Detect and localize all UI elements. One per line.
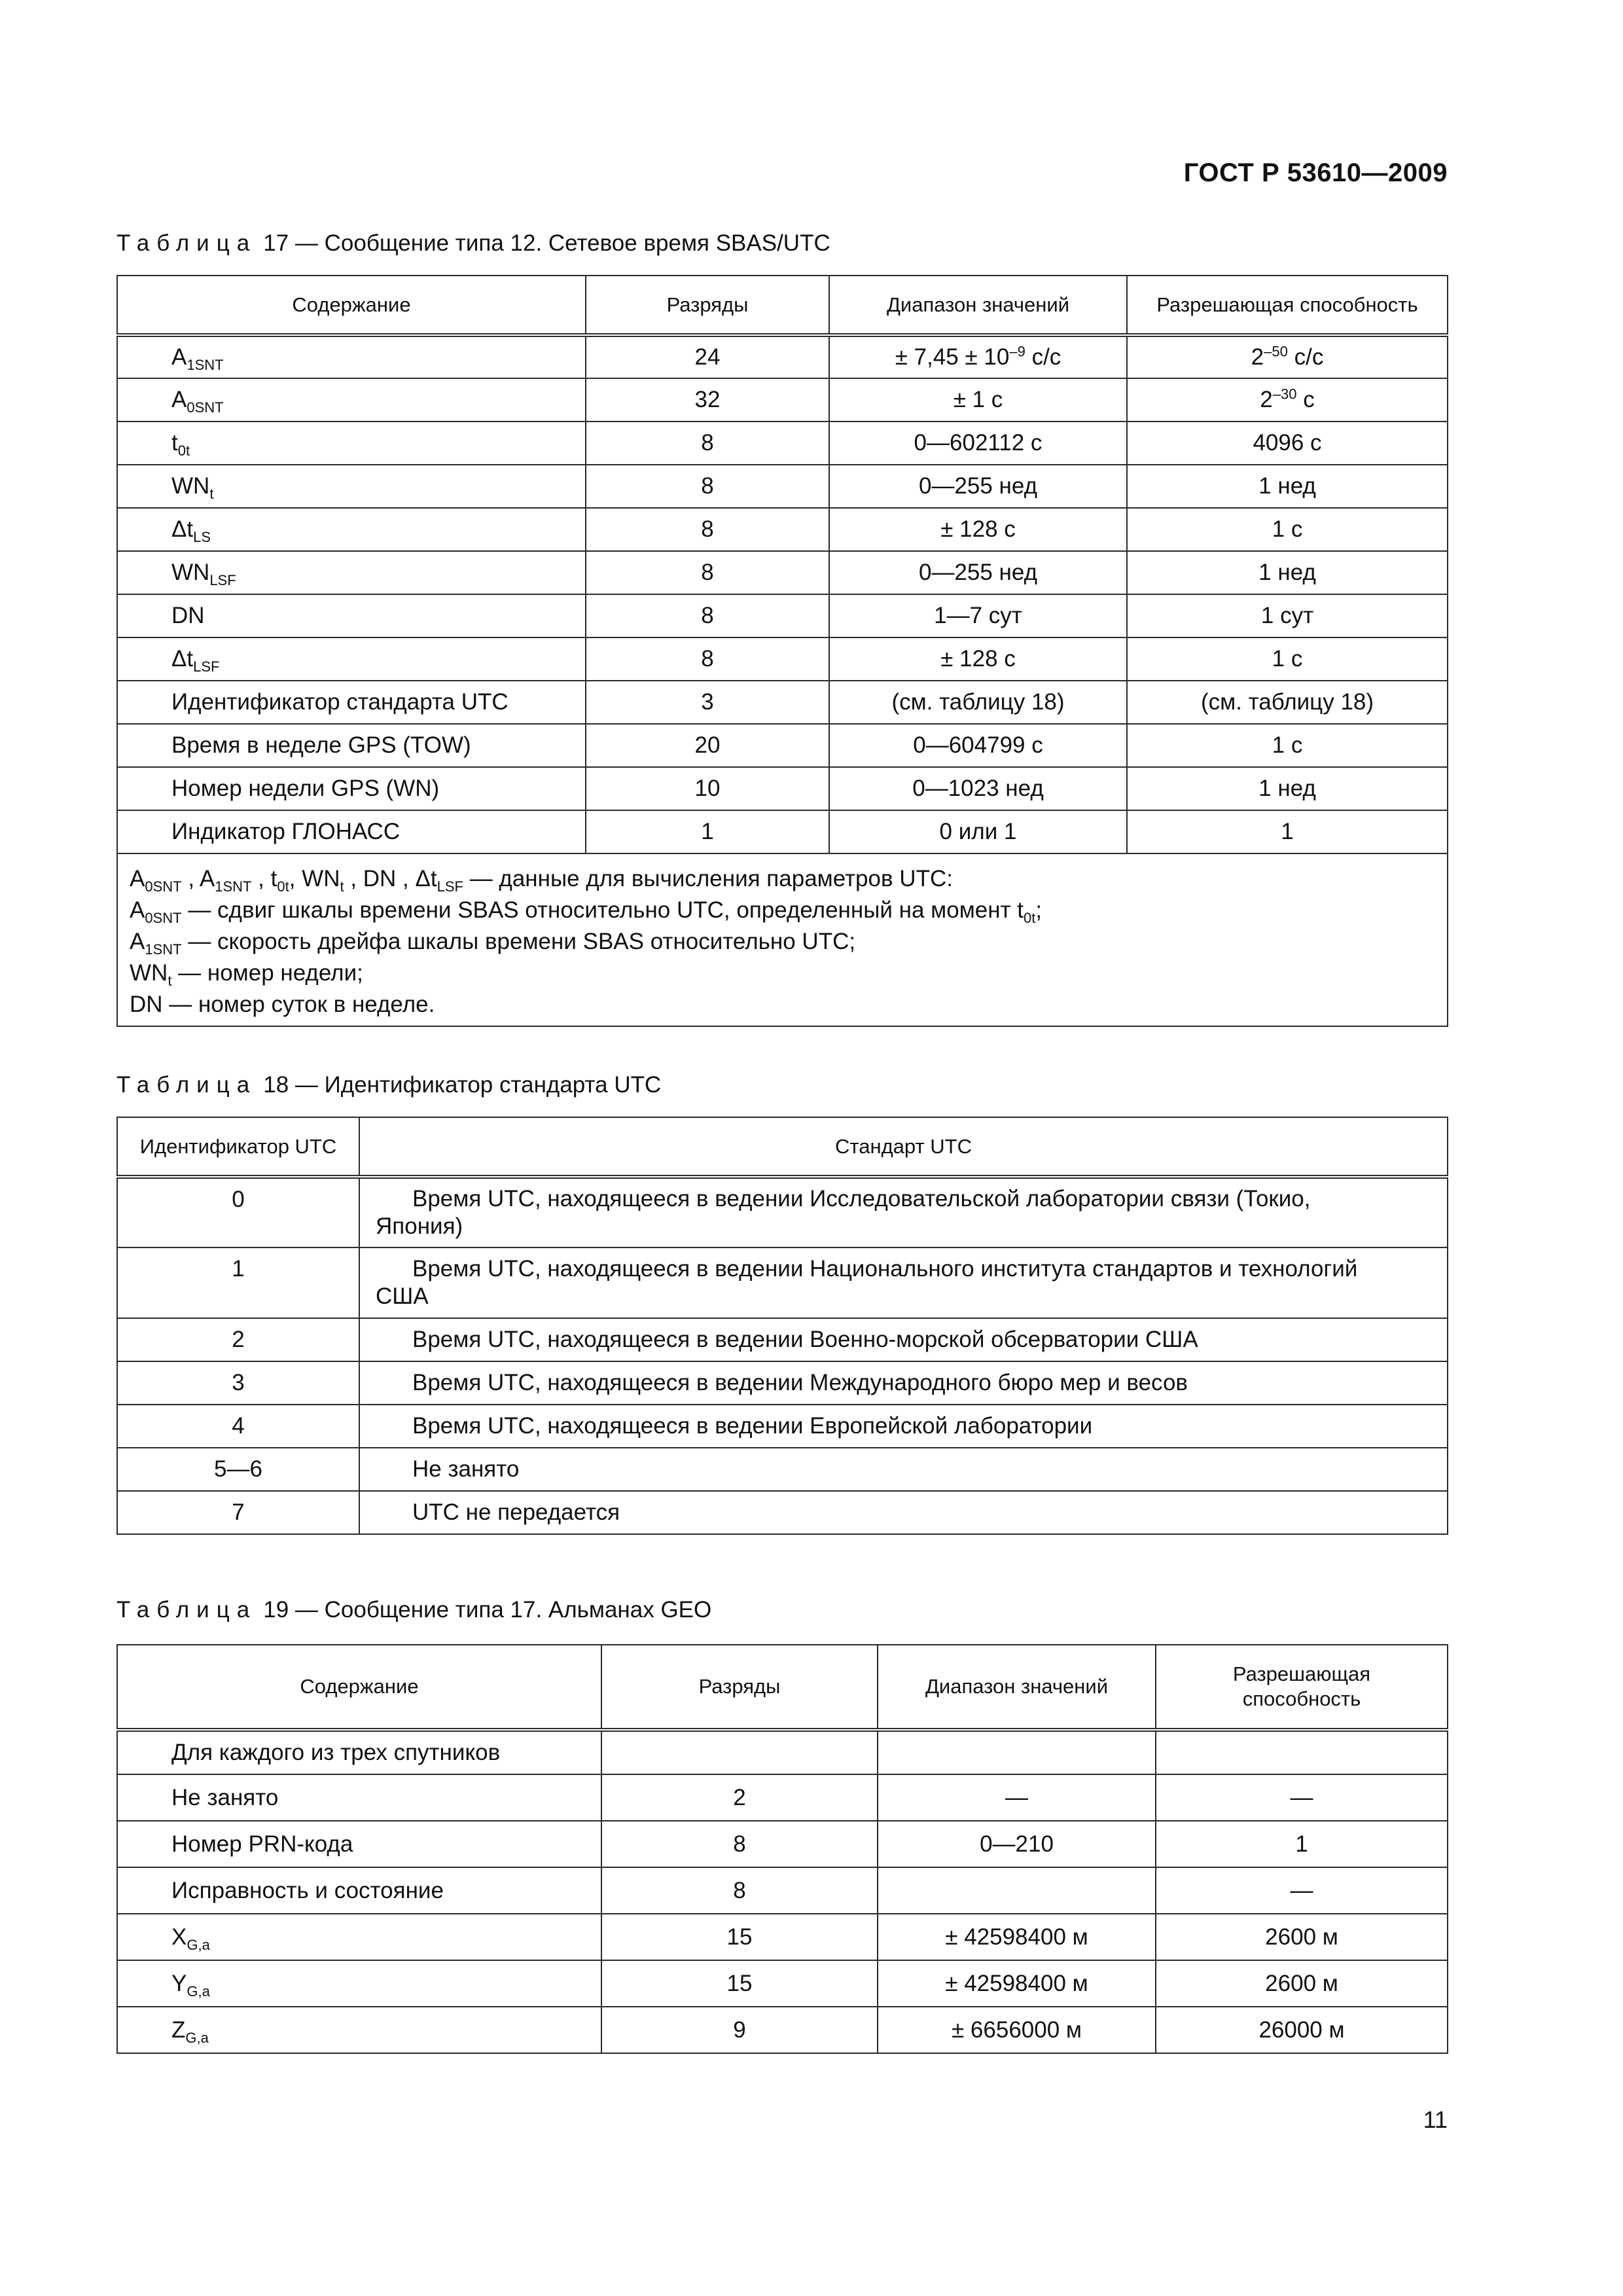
cell-resolution: $2^{-30}$ с: [1127, 378, 1448, 422]
cell-resolution: 2600 м: [1156, 1914, 1448, 1960]
table-row: [117, 1318, 1448, 1361]
cell-name: $\Delta t_{LSF}$: [117, 637, 586, 681]
table18-caption-word: Таблица: [116, 1072, 257, 1098]
cell-resolution: 1: [1156, 1821, 1448, 1867]
table18-caption-text: 18 — Идентификатор стандарта UTC: [263, 1072, 662, 1098]
table19: [116, 1644, 1448, 2054]
cell-id: 5—6: [117, 1448, 359, 1491]
cell-bits: 8: [601, 1821, 878, 1867]
cell-name: $WN_t$: [117, 465, 586, 508]
table-row: [117, 551, 1448, 594]
cell-bits: 8: [586, 637, 829, 681]
table19-caption-text: 19 — Сообщение типа 17. Альманах GEO: [263, 1597, 712, 1623]
cell-resolution: 1 сут: [1127, 594, 1448, 637]
table-row: [117, 767, 1448, 810]
table-row: [117, 1730, 1448, 1774]
table-row: [117, 1177, 1448, 1247]
cell-range: 0—602112 с: [829, 422, 1127, 465]
note-line: DN — номер суток в неделе.: [130, 992, 435, 1017]
table-row: [117, 1914, 1448, 1960]
cell-name: Индикатор ГЛОНАСС: [117, 810, 586, 853]
cell-range: [878, 1730, 1156, 1774]
table-row: [117, 335, 1448, 378]
table17-header-resolution: Разрешающая способность: [1127, 276, 1448, 335]
cell-name: Не занято: [117, 1774, 601, 1821]
cell-resolution: $2^{-50}$ с/с: [1127, 335, 1448, 378]
cell-name: Время в неделе GPS (TOW): [117, 724, 586, 767]
table18-header-id: Идентификатор UTC: [117, 1117, 359, 1177]
cell-standard: Время UTC, находящееся в ведении Исследовательской лаборатории связи (Токио, Япония): [359, 1177, 1448, 1247]
table-row: [117, 1821, 1448, 1867]
table-row: [117, 1960, 1448, 2007]
cell-range: 1—7 сут: [829, 594, 1127, 637]
cell-bits: 8: [586, 465, 829, 508]
standard-number: ГОСТ Р 53610—2009: [1183, 158, 1448, 187]
cell-standard: Время UTC, находящееся в ведении Военно-морской обсерватории США: [359, 1318, 1448, 1361]
table-row: [117, 2007, 1448, 2053]
cell-bits: 20: [586, 724, 829, 767]
cell-name: $Z_{G,a}$: [117, 2007, 601, 2053]
table-row: [117, 810, 1448, 853]
cell-range: 0—210: [878, 1821, 1156, 1867]
table-row: [117, 422, 1448, 465]
cell-resolution: 1 с: [1127, 724, 1448, 767]
cell-range: 0 или 1: [829, 810, 1127, 853]
cell-bits: 2: [601, 1774, 878, 1821]
cell-id: 0: [117, 1177, 359, 1247]
cell-standard: Время UTC, находящееся в ведении Международного бюро мер и весов: [359, 1361, 1448, 1405]
cell-resolution: (см. таблицу 18): [1127, 681, 1448, 724]
table18: [116, 1117, 1448, 1535]
cell-bits: 15: [601, 1960, 878, 2007]
table-row: [117, 1448, 1448, 1491]
table19-caption-word: Таблица: [116, 1597, 257, 1623]
table-row: [117, 1361, 1448, 1405]
cell-standard: UTC не передается: [359, 1491, 1448, 1534]
table-row: [117, 1247, 1448, 1318]
table17-header-bits: Разряды: [586, 276, 829, 335]
table17-caption: [116, 230, 830, 257]
cell-name: Исправность и состояние: [117, 1867, 601, 1914]
table17: [116, 275, 1448, 1027]
table-row: [117, 1774, 1448, 1821]
table-row: [117, 1405, 1448, 1448]
table19-header-resolution: Разрешающая способность: [1156, 1645, 1448, 1730]
cell-id: 7: [117, 1491, 359, 1534]
cell-bits: 8: [586, 422, 829, 465]
cell-name: $t_{0t}$: [117, 422, 586, 465]
table18-header-standard: Стандарт UTC: [359, 1117, 1448, 1177]
cell-bits: 32: [586, 378, 829, 422]
cell-range: 0—604799 с: [829, 724, 1127, 767]
cell-bits: 15: [601, 1914, 878, 1960]
cell-name: $X_{G,a}$: [117, 1914, 601, 1960]
table-row: [117, 1491, 1448, 1534]
page-number: 11: [1423, 2106, 1448, 2133]
note-line: $WN_t$ — номер недели;: [130, 960, 363, 989]
cell-resolution: 2600 м: [1156, 1960, 1448, 2007]
cell-name: DN: [117, 594, 586, 637]
cell-resolution: 1 нед: [1127, 465, 1448, 508]
cell-standard: Время UTC, находящееся в ведении Европейской лаборатории: [359, 1405, 1448, 1448]
cell-range: 0—255 нед: [829, 551, 1127, 594]
cell-range: (см. таблицу 18): [829, 681, 1127, 724]
table-row: [117, 1867, 1448, 1914]
cell-name: $Y_{G,a}$: [117, 1960, 601, 2007]
cell-bits: 1: [586, 810, 829, 853]
cell-range: ± 42598400 м: [878, 1960, 1156, 2007]
cell-bits: 10: [586, 767, 829, 810]
cell-bits: 8: [586, 551, 829, 594]
note-line: $A_{1SNT}$ — скорость дрейфа шкалы времени SBAS относительно UTC;: [130, 929, 856, 958]
cell-range: [878, 1867, 1156, 1914]
cell-resolution: [1156, 1730, 1448, 1774]
cell-resolution: 1 с: [1127, 508, 1448, 551]
cell-bits: 24: [586, 335, 829, 378]
cell-resolution: 26000 м: [1156, 2007, 1448, 2053]
table19-header-content: Содержание: [117, 1645, 601, 1730]
cell-range: ± 1 с: [829, 378, 1127, 422]
cell-range: 0—1023 нед: [829, 767, 1127, 810]
cell-name: Номер PRN-кода: [117, 1821, 601, 1867]
cell-range: ± 6656000 м: [878, 2007, 1156, 2053]
table-row: [117, 465, 1448, 508]
table19-caption: [116, 1597, 711, 1623]
cell-bits: 8: [601, 1867, 878, 1914]
cell-id: 2: [117, 1318, 359, 1361]
table-note-row: [117, 853, 1448, 1026]
note-line: $A_{0SNT}$ , $A_{1SNT}$ , $t_{0t}$, $WN_t$ , DN , $\Delta t_{LSF}$ — данные для вычисления параметров UTC:: [130, 866, 953, 895]
cell-name: $A_{1SNT}$: [117, 335, 586, 378]
cell-bits: [601, 1730, 878, 1774]
cell-range: ± $7,45 \pm 10^{-9}$ с/с: [829, 335, 1127, 378]
cell-name: $\Delta t_{LS}$: [117, 508, 586, 551]
table-row: [117, 508, 1448, 551]
cell-standard: Не занято: [359, 1448, 1448, 1491]
table17-caption-text: 17 — Сообщение типа 12. Сетевое время SBAS/UTC: [263, 230, 830, 256]
cell-resolution: 4096 с: [1127, 422, 1448, 465]
table17-note: [117, 853, 1448, 1026]
table19-header-range: Диапазон значений: [878, 1645, 1156, 1730]
cell-bits: 8: [586, 508, 829, 551]
table17-header-range: Диапазон значений: [829, 276, 1127, 335]
table-row: [117, 378, 1448, 422]
cell-resolution: —: [1156, 1867, 1448, 1914]
cell-resolution: 1 нед: [1127, 767, 1448, 810]
cell-resolution: 1: [1127, 810, 1448, 853]
table-row: [117, 637, 1448, 681]
cell-id: 1: [117, 1247, 359, 1318]
cell-name: Для каждого из трех спутников: [117, 1730, 601, 1774]
cell-standard: Время UTC, находящееся в ведении Национального института стандартов и технологий США: [359, 1247, 1448, 1318]
cell-name: $A_{0SNT}$: [117, 378, 586, 422]
cell-name: Номер недели GPS (WN): [117, 767, 586, 810]
cell-range: 0—255 нед: [829, 465, 1127, 508]
cell-range: ± 42598400 м: [878, 1914, 1156, 1960]
cell-id: 3: [117, 1361, 359, 1405]
cell-bits: 3: [586, 681, 829, 724]
cell-resolution: 1 с: [1127, 637, 1448, 681]
table-row: [117, 724, 1448, 767]
cell-name: $WN_{LSF}$: [117, 551, 586, 594]
table-row: [117, 681, 1448, 724]
table18-caption: [116, 1072, 661, 1098]
cell-bits: 9: [601, 2007, 878, 2053]
cell-resolution: 1 нед: [1127, 551, 1448, 594]
cell-bits: 8: [586, 594, 829, 637]
table17-header-content: Содержание: [117, 276, 586, 335]
cell-range: —: [878, 1774, 1156, 1821]
cell-resolution: —: [1156, 1774, 1448, 1821]
cell-id: 4: [117, 1405, 359, 1448]
cell-name: Идентификатор стандарта UTC: [117, 681, 586, 724]
table17-caption-word: Таблица: [116, 230, 257, 256]
note-line: $A_{0SNT}$ — сдвиг шкалы времени SBAS относительно UTC, определенный на момент $t_{0t}$;: [130, 897, 1043, 926]
cell-range: ± 128 с: [829, 508, 1127, 551]
cell-range: ± 128 с: [829, 637, 1127, 681]
table19-header-bits: Разряды: [601, 1645, 878, 1730]
table-row: [117, 594, 1448, 637]
